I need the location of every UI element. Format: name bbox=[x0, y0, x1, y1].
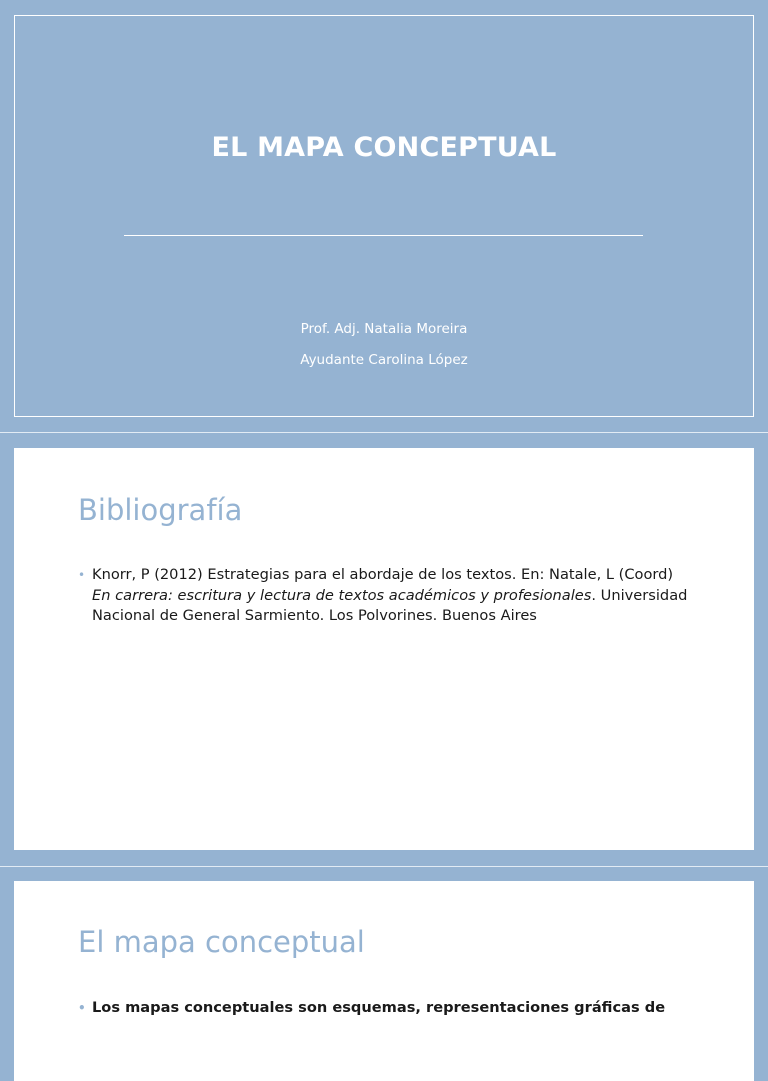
definition-text: Los mapas conceptuales son esquemas, representaciones gráficas de bbox=[92, 999, 666, 1016]
author-name: Prof. Adj. Natalia Moreira bbox=[300, 321, 468, 337]
citation-publisher: . Universidad Nacional de General Sarmiento. Los Polvorines. Buenos Aires bbox=[92, 586, 688, 624]
title-divider bbox=[124, 235, 643, 236]
title-slide bbox=[0, 0, 768, 432]
concept-map-definition bbox=[78, 998, 690, 1019]
bullet-dot-icon: • bbox=[78, 568, 86, 582]
bibliography-slide bbox=[0, 433, 768, 866]
bibliography-card bbox=[14, 448, 754, 850]
citation-text: Knorr, P (2012) Estrategias para el abordaje de los textos. En: Natale, L (Coord) bbox=[92, 566, 674, 583]
bibliography-heading: Bibliografía bbox=[78, 493, 243, 527]
slide-title: EL MAPA CONCEPTUAL bbox=[211, 132, 557, 163]
bibliography-entry bbox=[78, 565, 690, 627]
concept-map-card bbox=[14, 881, 754, 1081]
citation-book-title: En carrera: escritura y lectura de textos académicos y profesionales bbox=[92, 586, 592, 604]
concept-map-heading: El mapa conceptual bbox=[78, 925, 365, 959]
bullet-dot-icon: • bbox=[78, 1001, 86, 1015]
assistant-name: Ayudante Carolina López bbox=[300, 352, 468, 368]
concept-map-slide bbox=[0, 867, 768, 1024]
